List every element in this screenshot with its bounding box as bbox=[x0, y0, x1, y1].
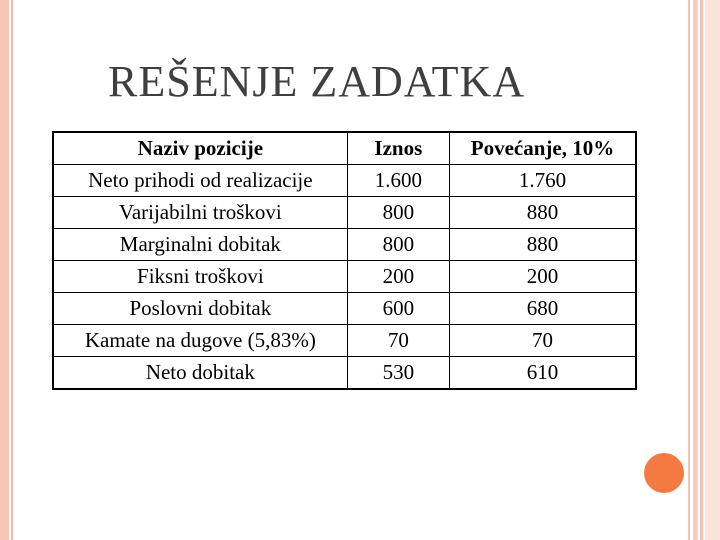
row-povecanje: 680 bbox=[450, 293, 636, 325]
header-povecanje: Povećanje, 10% bbox=[450, 132, 636, 165]
left-border-decoration bbox=[0, 0, 9, 540]
row-label: Neto dobitak bbox=[53, 357, 347, 390]
row-povecanje: 200 bbox=[450, 261, 636, 293]
financial-table bbox=[52, 131, 637, 390]
decorative-circle bbox=[644, 453, 684, 493]
table-row bbox=[53, 357, 636, 390]
row-povecanje: 610 bbox=[450, 357, 636, 390]
row-label: Kamate na dugove (5,83%) bbox=[53, 325, 347, 357]
table-row bbox=[53, 229, 636, 261]
table-row bbox=[53, 293, 636, 325]
row-povecanje: 880 bbox=[450, 229, 636, 261]
row-povecanje: 880 bbox=[450, 197, 636, 229]
right-border-stripe bbox=[700, 0, 703, 540]
slide-title: REŠENJE ZADATKA bbox=[108, 57, 526, 106]
header-iznos: Iznos bbox=[347, 132, 449, 165]
row-povecanje: 1.760 bbox=[450, 165, 636, 197]
row-iznos: 600 bbox=[347, 293, 449, 325]
table-row bbox=[53, 165, 636, 197]
table-row bbox=[53, 325, 636, 357]
header-naziv-pozicije: Naziv pozicije bbox=[53, 132, 347, 165]
row-label: Neto prihodi od realizacije bbox=[53, 165, 347, 197]
row-label: Fiksni troškovi bbox=[53, 261, 347, 293]
right-border-stripe bbox=[693, 0, 698, 540]
right-border-stripe bbox=[688, 0, 690, 540]
row-iznos: 200 bbox=[347, 261, 449, 293]
row-iznos: 1.600 bbox=[347, 165, 449, 197]
row-label: Varijabilni troškovi bbox=[53, 197, 347, 229]
table-row bbox=[53, 261, 636, 293]
row-label: Poslovni dobitak bbox=[53, 293, 347, 325]
right-border-stripe bbox=[705, 0, 720, 540]
row-iznos: 70 bbox=[347, 325, 449, 357]
left-border-line bbox=[11, 0, 13, 540]
row-iznos: 530 bbox=[347, 357, 449, 390]
row-label: Marginalni dobitak bbox=[53, 229, 347, 261]
table-header-row bbox=[53, 132, 636, 165]
row-iznos: 800 bbox=[347, 229, 449, 261]
row-iznos: 800 bbox=[347, 197, 449, 229]
table-row bbox=[53, 197, 636, 229]
row-povecanje: 70 bbox=[450, 325, 636, 357]
